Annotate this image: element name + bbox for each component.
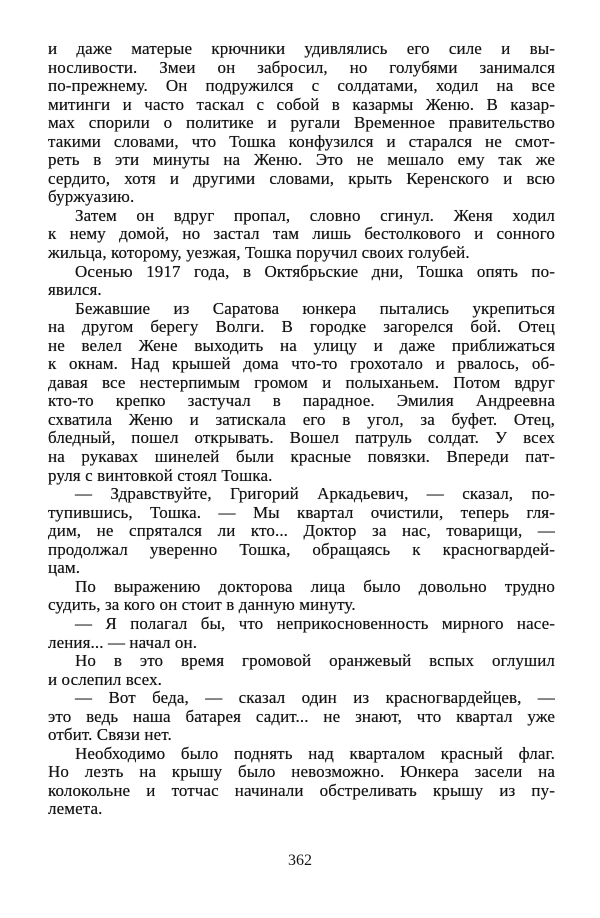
text-line: цам. [48,558,81,578]
text-line: явился. [48,280,102,300]
text-line: и даже матерые крючники удивлялись его силе и вы- [48,39,555,58]
text-line: — Я полагал бы, что неприкосновенность мирного насе- [75,613,555,633]
text-line: сердито, хотя и другими словами, крыть Керенского и всю [48,168,555,188]
text-line: давая все нестерпимым громом и полыханьем. Потом вдруг [48,372,555,392]
paragraph [48,689,555,745]
text-line: бледный, пошел открывать. Вошел патруль солдат. У всех [48,428,555,448]
page-number: 362 [288,852,312,869]
text-line: По выражению докторова лица было довольно трудно [75,576,555,596]
text-line: колокольне и тотчас начинали обстреливать крышу из пу- [48,780,555,800]
text-line: продолжал уверенно Тошка, обращаясь к красногвардей- [48,539,555,559]
text-line: митинги и часто таскал с собой в казармы Женю. В казар- [48,94,555,114]
text-line: ления... — начал он. [48,632,198,652]
text-line: буржуазию. [48,187,135,207]
text-line: и ослепил всех. [48,669,163,689]
text-line: носливости. Змеи он забросил, но голубями занимался [48,57,555,77]
text-line: — Здравствуйте, Григорий Аркадьевич, — сказал, по- [75,484,555,504]
text-line: лемета. [48,799,103,819]
text-line: это ведь наша батарея садит... не знают, что квартал уже [48,706,555,726]
paragraph [48,207,555,263]
text-line: такими словами, что Тошка конфузился и старался не смот- [48,131,555,151]
paragraph [48,578,555,615]
text-line: к окнам. Над крышей дома что-то грохотало и рвалось, об- [48,354,555,374]
text-line: дим, не спрятался ли кто... Доктор за нас, товарищи, — [48,521,555,541]
paragraph [48,745,555,819]
text-line: судить, за кого он стоит в данную минуту. [48,595,356,615]
paragraph [48,652,555,689]
text-line: Осенью 1917 года, в Октябрьские дни, Тошка опять по- [75,261,555,281]
text-line: реть в эти минуты на Женю. Это не мешало ему так же [48,150,555,170]
text-line: руля с винтовкой стоял Тошка. [48,465,273,485]
text-line: Бежавшие из Саратова юнкера пытались укрепиться [75,298,555,318]
text-line: Затем он вдруг пропал, словно сгинул. Женя ходил [75,205,555,225]
text-line: мах спорили о политике и ругали Временное правительство [48,113,555,133]
paragraph [48,485,555,578]
text-line: к нему домой, но застал там лишь бестолкового и сонного [48,224,555,244]
text-line: жильца, которому, уезжая, Тошка поручил своих голубей. [48,243,470,263]
text-line: кто-то крепко застучал в парадное. Эмилия Андреевна [48,391,555,411]
text-line: Но в это время громовой оранжевый вспых оглушил [75,651,555,671]
paragraph [48,615,555,652]
text-line: не велел Жене выходить на улицу и даже приближаться [48,335,555,355]
text-line: на другом берегу Волги. В городке загорелся бой. Отец [48,317,555,337]
text-line: по-прежнему. Он подружился с солдатами, ходил на все [48,76,555,96]
paragraph [48,300,555,485]
text-line: — Вот беда, — сказал один из красногвардейцев, — [75,688,555,708]
text-line: отбит. Связи нет. [48,725,172,745]
paragraph [48,263,555,300]
text-line: Но лезть на крышу было невозможно. Юнкера засели на [48,762,555,782]
book-page-text [48,40,555,819]
text-line: Необходимо было поднять над кварталом красный флаг. [75,743,555,763]
text-line: тупившись, Тошка. — Мы квартал очистили, теперь гля- [48,502,555,522]
text-line: схватила Женю и затискала его в угол, за буфет. Отец, [48,409,555,429]
paragraph [48,40,555,207]
text-line: на рукавах шинелей были красные повязки. Впереди пат- [48,447,555,467]
